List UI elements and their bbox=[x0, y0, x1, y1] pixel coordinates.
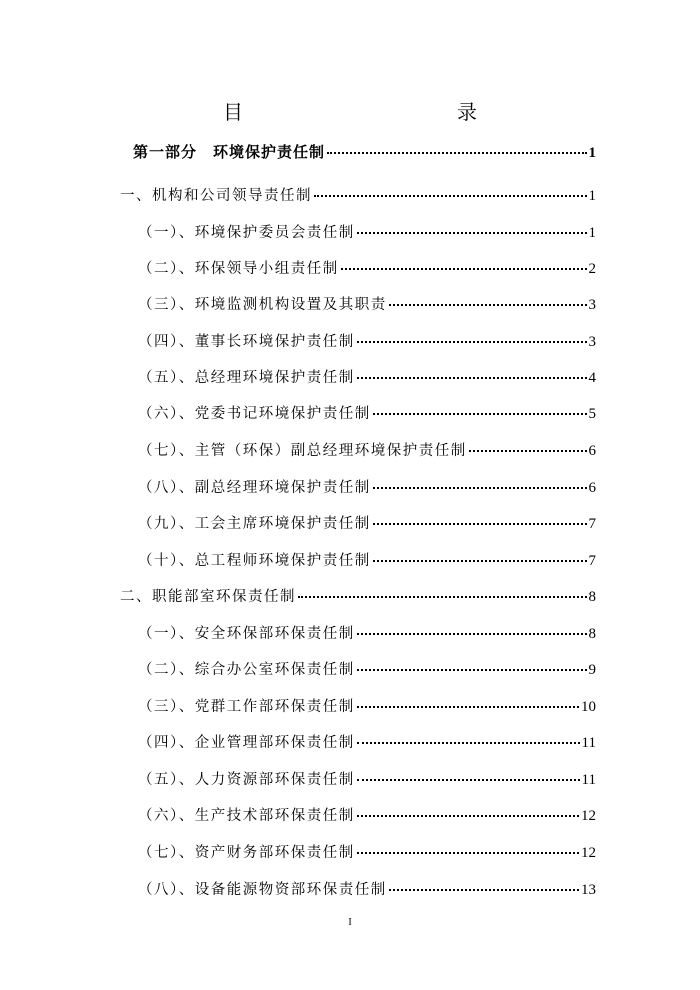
toc-entry-text: （八）、副总经理环境保护责任制 bbox=[138, 480, 371, 496]
toc-dot-leader bbox=[298, 595, 587, 598]
toc-entry-text: （八）、设备能源物资部环保责任制 bbox=[138, 882, 387, 898]
toc-entry-page: 11 bbox=[581, 735, 596, 751]
toc-dot-leader bbox=[357, 705, 579, 708]
toc-entry[interactable] bbox=[138, 841, 596, 869]
toc-entry[interactable] bbox=[138, 768, 596, 796]
toc-entry-text: 第一部分 环境保护责任制 bbox=[133, 143, 326, 161]
toc-entry-page: 6 bbox=[588, 443, 596, 459]
toc-dot-leader bbox=[373, 412, 587, 415]
toc-entry[interactable] bbox=[138, 731, 596, 759]
toc-entry-text: （七）、资产财务部环保责任制 bbox=[138, 845, 355, 861]
toc-dot-leader bbox=[357, 231, 587, 234]
toc-entry[interactable] bbox=[138, 476, 596, 504]
toc-dot-leader bbox=[314, 194, 587, 197]
toc-entry-text: （四）、董事长环境保护责任制 bbox=[138, 334, 355, 350]
toc-entry-page: 1 bbox=[588, 188, 596, 204]
toc-dot-leader bbox=[373, 522, 587, 525]
toc-dot-leader bbox=[357, 340, 587, 343]
toc-dot-leader bbox=[373, 559, 587, 562]
toc-entry[interactable] bbox=[138, 366, 596, 394]
toc-entry-page: 8 bbox=[588, 626, 596, 642]
toc-entry-text: （一）、环境保护委员会责任制 bbox=[138, 225, 355, 241]
toc-entry-page: 10 bbox=[581, 699, 596, 715]
toc-entry-page: 9 bbox=[588, 662, 596, 678]
toc-dot-leader bbox=[389, 303, 587, 306]
toc-entry[interactable] bbox=[138, 622, 596, 650]
toc-dot-leader bbox=[357, 778, 580, 781]
toc-entry-text: （六）、生产技术部环保责任制 bbox=[138, 808, 355, 824]
toc-entry-page: 13 bbox=[581, 882, 596, 898]
toc-entry-page: 7 bbox=[588, 516, 596, 532]
toc-entry-text: （二）、综合办公室环保责任制 bbox=[138, 662, 355, 678]
toc-entry[interactable] bbox=[138, 658, 596, 686]
toc-entry-text: （三）、党群工作部环保责任制 bbox=[138, 699, 355, 715]
toc-entry-page: 12 bbox=[581, 845, 596, 861]
toc-entry-page: 1 bbox=[588, 225, 596, 241]
toc-entry[interactable] bbox=[120, 585, 596, 613]
toc-entry-text: 一、机构和公司领导责任制 bbox=[120, 188, 312, 204]
toc-entry[interactable] bbox=[138, 257, 596, 285]
toc-entry-page: 11 bbox=[581, 772, 596, 788]
toc-entry[interactable] bbox=[138, 293, 596, 321]
toc-entry[interactable] bbox=[138, 221, 596, 249]
toc-entry-text: （二）、环保领导小组责任制 bbox=[138, 261, 339, 277]
toc-dot-leader bbox=[357, 814, 579, 817]
toc-entry-page: 3 bbox=[588, 297, 596, 313]
toc-dot-leader bbox=[357, 851, 579, 854]
page-number: I bbox=[348, 917, 352, 928]
toc-entry[interactable] bbox=[138, 804, 596, 832]
toc-entry-text: （九）、工会主席环境保护责任制 bbox=[138, 516, 371, 532]
toc-entry-page: 6 bbox=[588, 480, 596, 496]
toc-entry-text: （三）、环境监测机构设置及其职责 bbox=[138, 297, 387, 313]
toc-entry-text: （六）、党委书记环境保护责任制 bbox=[138, 406, 371, 422]
toc-entry[interactable] bbox=[138, 439, 596, 467]
toc-entry-text: （五）、总经理环境保护责任制 bbox=[138, 370, 355, 386]
toc-title: 目 录 bbox=[223, 100, 535, 124]
toc-dot-leader bbox=[341, 267, 587, 270]
toc-entry-text: （十）、总工程师环境保护责任制 bbox=[138, 553, 371, 569]
toc-entry[interactable] bbox=[120, 184, 596, 212]
toc-entry-page: 2 bbox=[588, 261, 596, 277]
toc-dot-leader bbox=[373, 486, 587, 489]
toc-dot-leader bbox=[357, 741, 580, 744]
toc-entry-page: 8 bbox=[588, 589, 596, 605]
toc-entry[interactable] bbox=[138, 878, 596, 906]
toc-dot-leader bbox=[469, 449, 587, 452]
toc-dot-leader bbox=[389, 888, 579, 891]
toc-entry-page: 3 bbox=[588, 334, 596, 350]
toc-entry[interactable] bbox=[133, 141, 596, 169]
toc-entry-page: 12 bbox=[581, 808, 596, 824]
toc-entry[interactable] bbox=[138, 695, 596, 723]
toc-dot-leader bbox=[357, 376, 587, 379]
toc-entry[interactable] bbox=[138, 330, 596, 358]
toc-entry-page: 4 bbox=[588, 370, 596, 386]
toc-entry[interactable] bbox=[138, 549, 596, 577]
toc-dot-leader bbox=[327, 151, 586, 154]
toc-entry-text: （五）、人力资源部环保责任制 bbox=[138, 772, 355, 788]
toc-entry-page: 5 bbox=[588, 406, 596, 422]
toc-dot-leader bbox=[357, 668, 587, 671]
toc-entry[interactable] bbox=[138, 402, 596, 430]
toc-entry-page: 1 bbox=[588, 145, 596, 161]
toc-entry-text: （四）、企业管理部环保责任制 bbox=[138, 735, 355, 751]
toc-entry-text: （七）、主管（环保）副总经理环境保护责任制 bbox=[138, 443, 467, 459]
toc-entry[interactable] bbox=[138, 512, 596, 540]
toc-entry-page: 7 bbox=[588, 553, 596, 569]
toc-entry-text: 二、职能部室环保责任制 bbox=[120, 589, 296, 605]
toc-dot-leader bbox=[357, 632, 587, 635]
toc-entry-text: （一）、安全环保部环保责任制 bbox=[138, 626, 355, 642]
